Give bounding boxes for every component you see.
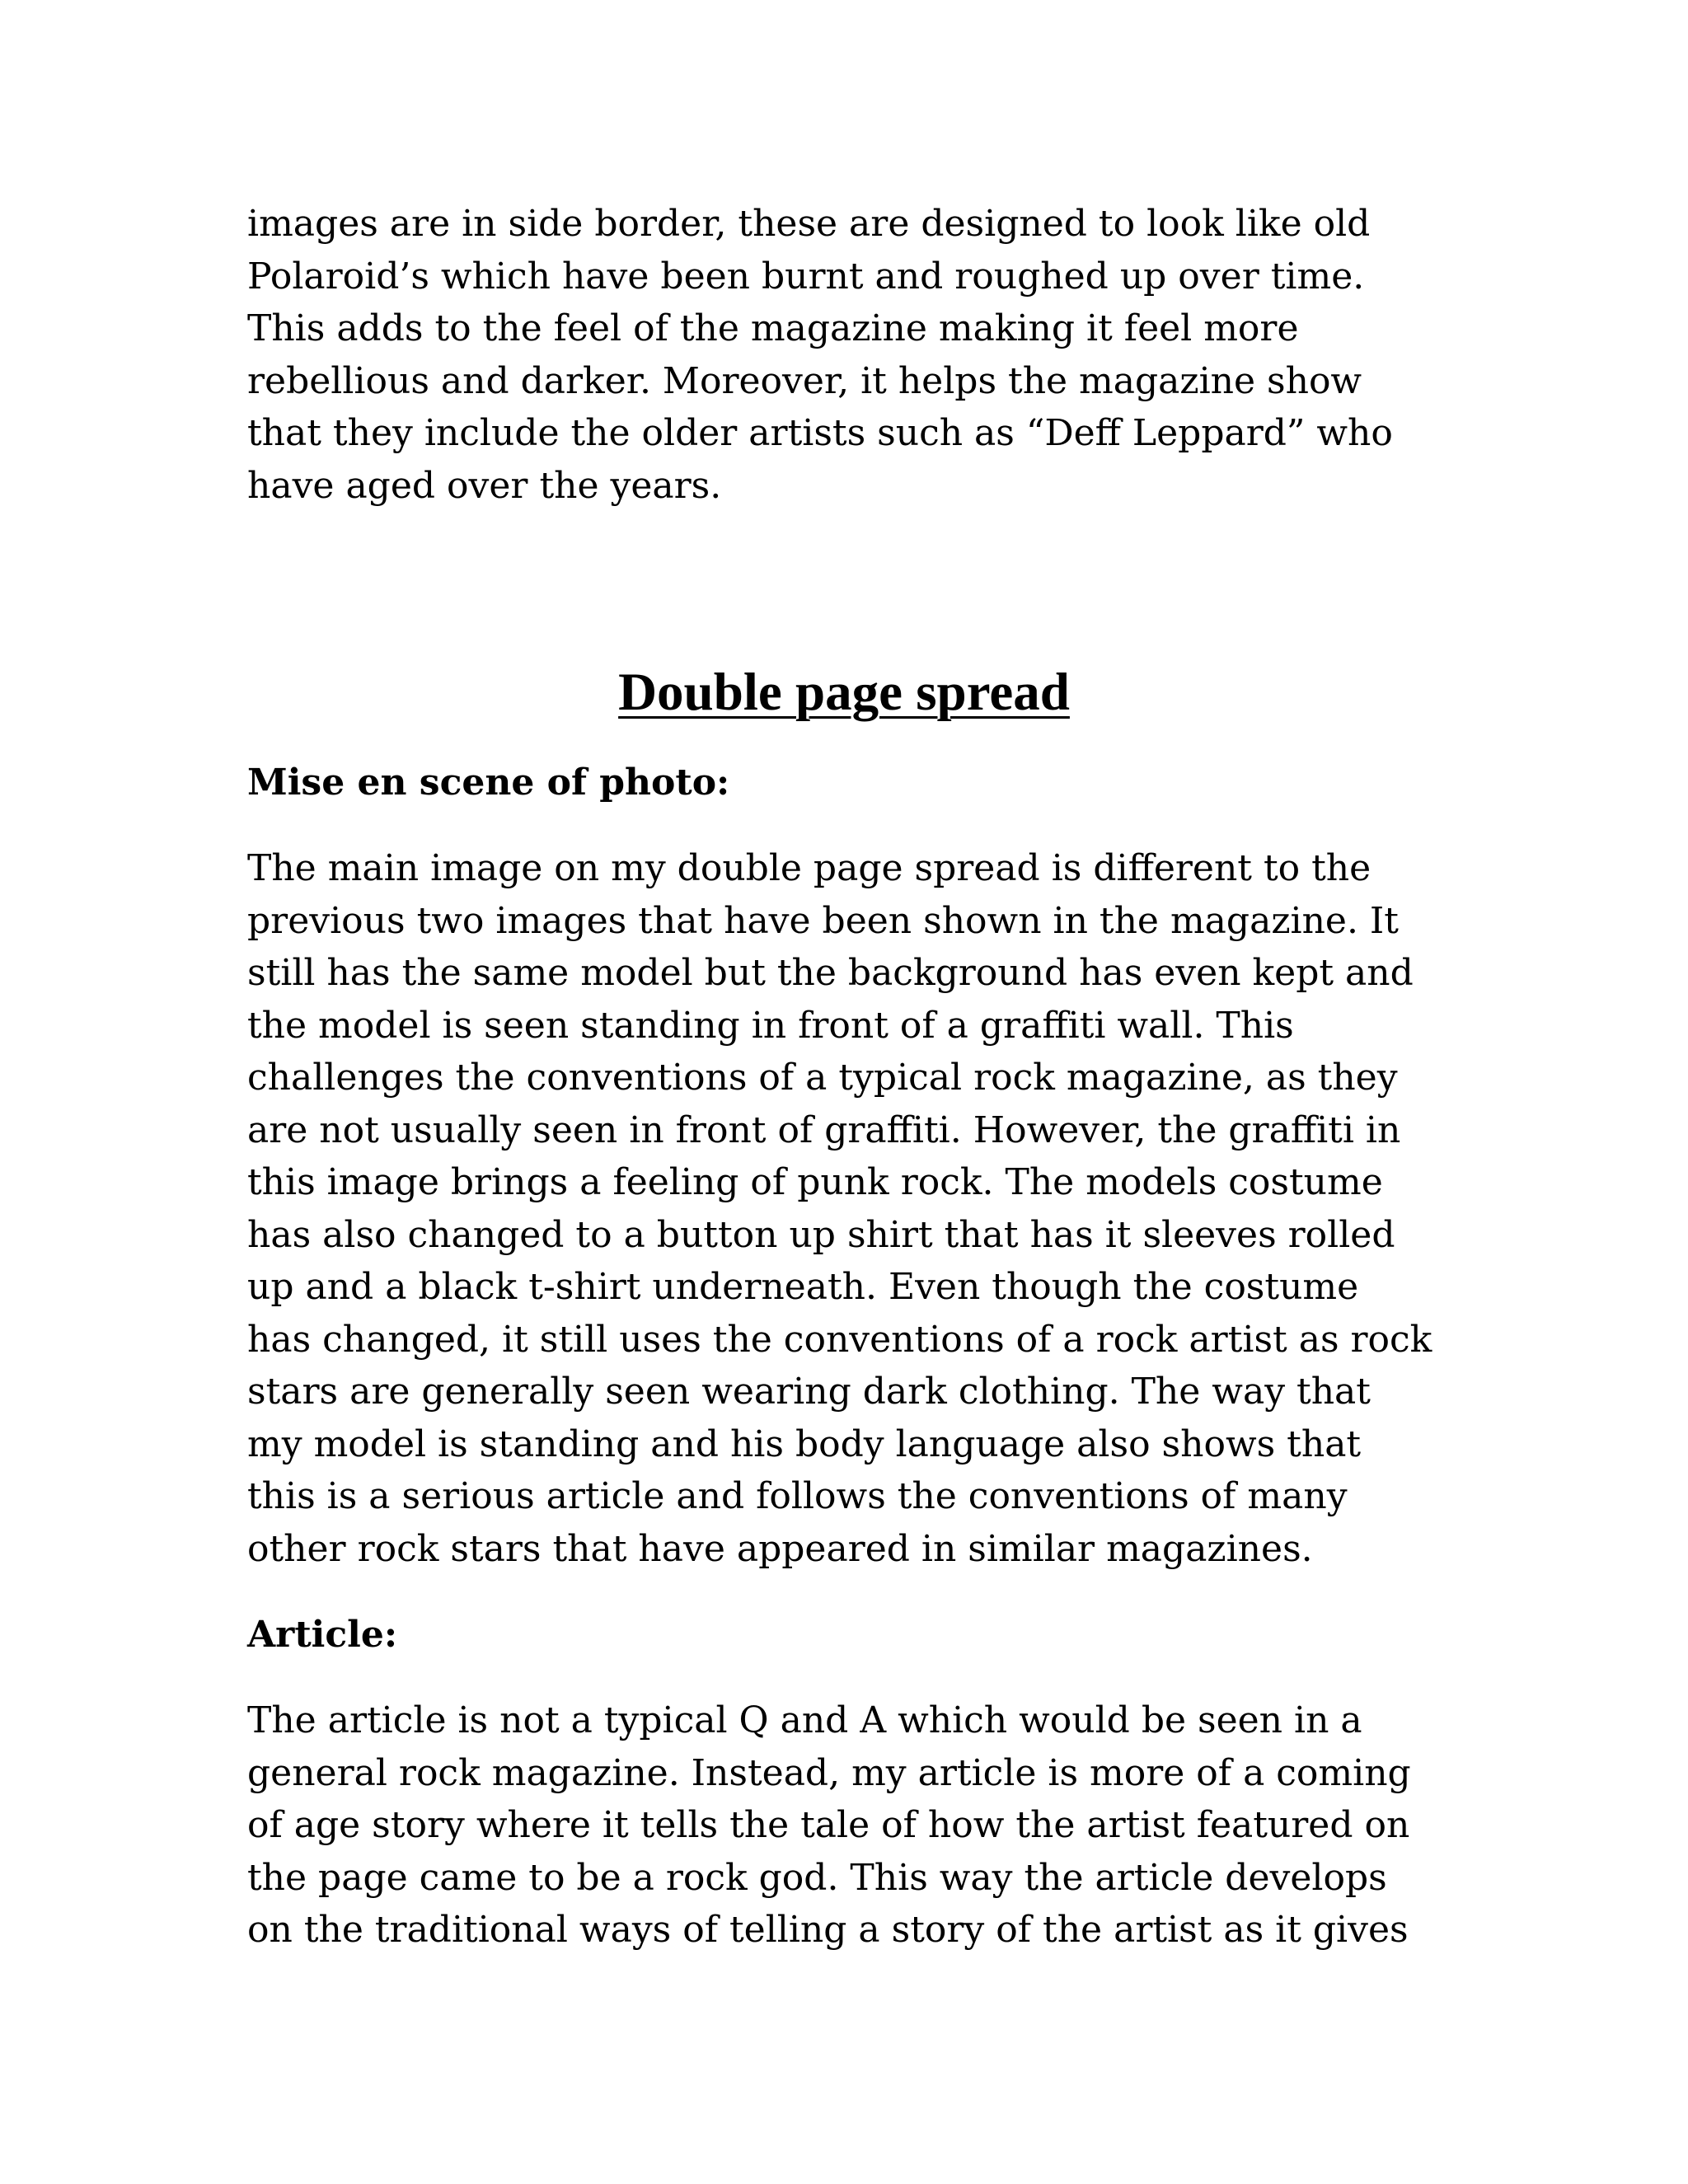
intro-paragraph xyxy=(247,198,1393,512)
intro-line: Polaroid’s which have been burnt and roughed up over time. xyxy=(247,255,1365,298)
mise-en-scene-line: the model is seen standing in front of a graffiti wall. This xyxy=(247,1004,1294,1047)
intro-line: images are in side border, these are designed to look like old xyxy=(247,203,1371,245)
mise-en-scene-line: this image brings a feeling of punk rock. The models costume xyxy=(247,1161,1383,1203)
mise-en-scene-line: The main image on my double page spread is different to the xyxy=(247,847,1372,889)
mise-en-scene-line: my model is standing and his body language also shows that xyxy=(247,1422,1362,1465)
mise-en-scene-line: this is a serious article and follows the conventions of many xyxy=(247,1475,1348,1517)
mise-en-scene-line: challenges the conventions of a typical rock magazine, as they xyxy=(247,1057,1398,1099)
mise-en-scene-line: up and a black t-shirt underneath. Even though the costume xyxy=(247,1266,1359,1308)
article-line: general rock magazine. Instead, my article is more of a coming xyxy=(247,1751,1411,1794)
article-line: The article is not a typical Q and A which would be seen in a xyxy=(247,1699,1362,1741)
intro-line: rebellious and darker. Moreover, it helps the magazine show xyxy=(247,359,1362,402)
mise-en-scene-line: previous two images that have been shown in the magazine. It xyxy=(247,899,1399,942)
mise-en-scene-paragraph xyxy=(247,842,1432,1575)
article-line: of age story where it tells the tale of how the artist featured on xyxy=(247,1804,1410,1846)
mise-en-scene-heading: Mise en scene of photo: xyxy=(247,762,730,804)
intro-line: This adds to the feel of the magazine making it feel more xyxy=(247,307,1299,349)
article-paragraph xyxy=(247,1694,1411,1957)
mise-en-scene-line: other rock stars that have appeared in similar magazines. xyxy=(247,1527,1313,1570)
section-title-text: Double page spread xyxy=(618,663,1070,722)
mise-en-scene-line: has changed, it still uses the conventions of a rock artist as rock xyxy=(247,1318,1432,1361)
mise-en-scene-line: still has the same model but the background has even kept and xyxy=(247,952,1414,994)
intro-line: that they include the older artists such as “Deff Leppard” who xyxy=(247,412,1393,454)
intro-line: have aged over the years. xyxy=(247,464,722,507)
article-heading: Article: xyxy=(247,1614,398,1656)
mise-en-scene-line: are not usually seen in front of graffiti. However, the graffiti in xyxy=(247,1108,1401,1151)
mise-en-scene-line: has also changed to a button up shirt that has it sleeves rolled xyxy=(247,1213,1395,1256)
section-title xyxy=(0,659,1688,725)
article-line: the page came to be a rock god. This way the article develops xyxy=(247,1856,1387,1899)
mise-en-scene-line: stars are generally seen wearing dark clothing. The way that xyxy=(247,1371,1371,1413)
article-line: on the traditional ways of telling a story of the artist as it gives xyxy=(247,1909,1409,1951)
